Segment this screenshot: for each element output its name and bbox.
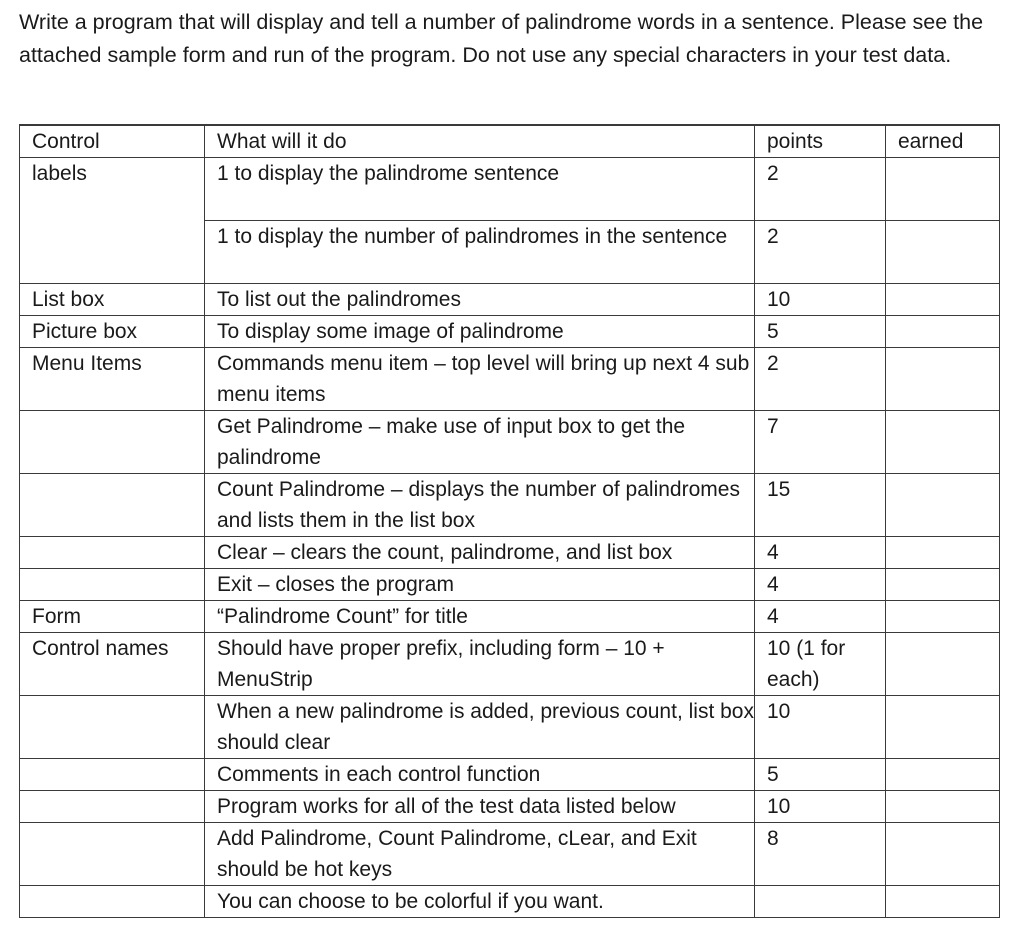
header-points: points — [755, 125, 886, 158]
cell-points: 2 — [755, 348, 886, 411]
table-row — [20, 791, 1000, 823]
table-row — [20, 348, 1000, 411]
cell-points: 10 — [755, 791, 886, 823]
cell-points: 15 — [755, 474, 886, 537]
cell-points: 4 — [755, 601, 886, 633]
cell-earned — [886, 633, 1000, 696]
cell-points: 2 — [755, 158, 886, 221]
cell-what: 1 to display the palindrome sentence — [205, 158, 755, 221]
cell-what: Exit – closes the program — [205, 569, 755, 601]
table-row — [20, 886, 1000, 918]
table-row — [20, 823, 1000, 886]
cell-earned — [886, 696, 1000, 759]
header-control: Control — [20, 125, 205, 158]
cell-what: To list out the palindromes — [205, 284, 755, 316]
table-row — [20, 411, 1000, 474]
table-row — [20, 569, 1000, 601]
cell-points: 10 (1 for each) — [755, 633, 886, 696]
cell-earned — [886, 759, 1000, 791]
cell-earned — [886, 348, 1000, 411]
cell-earned — [886, 569, 1000, 601]
cell-control — [20, 696, 205, 759]
cell-what: To display some image of palindrome — [205, 316, 755, 348]
cell-control: labels — [20, 158, 205, 284]
cell-control — [20, 411, 205, 474]
table-row — [20, 316, 1000, 348]
cell-earned — [886, 284, 1000, 316]
cell-earned — [886, 791, 1000, 823]
table-row — [20, 537, 1000, 569]
cell-what: Add Palindrome, Count Palindrome, cLear, and Exit should be hot keys — [205, 823, 755, 886]
cell-what: Get Palindrome – make use of input box to get the palindrome — [205, 411, 755, 474]
table-row — [20, 696, 1000, 759]
header-what-will-it-do: What will it do — [205, 125, 755, 158]
cell-earned — [886, 411, 1000, 474]
table-row — [20, 633, 1000, 696]
cell-control: Menu Items — [20, 348, 205, 411]
cell-points: 10 — [755, 284, 886, 316]
cell-earned — [886, 886, 1000, 918]
header-earned: earned — [886, 125, 1000, 158]
grading-rubric-table — [19, 124, 1000, 918]
cell-points: 5 — [755, 316, 886, 348]
cell-points: 4 — [755, 537, 886, 569]
cell-control — [20, 791, 205, 823]
cell-earned — [886, 823, 1000, 886]
cell-earned — [886, 221, 1000, 284]
cell-what: 1 to display the number of palindromes in the sentence — [205, 221, 755, 284]
cell-earned — [886, 158, 1000, 221]
cell-points: 5 — [755, 759, 886, 791]
cell-control — [20, 823, 205, 886]
cell-earned — [886, 601, 1000, 633]
cell-points: 8 — [755, 823, 886, 886]
table-row — [20, 284, 1000, 316]
cell-points: 10 — [755, 696, 886, 759]
cell-what: Program works for all of the test data listed below — [205, 791, 755, 823]
cell-control: Control names — [20, 633, 205, 696]
cell-what: You can choose to be colorful if you want. — [205, 886, 755, 918]
cell-control — [20, 569, 205, 601]
cell-control: List box — [20, 284, 205, 316]
table-row — [20, 474, 1000, 537]
cell-what: “Palindrome Count” for title — [205, 601, 755, 633]
table-row — [20, 759, 1000, 791]
cell-control — [20, 886, 205, 918]
cell-control — [20, 537, 205, 569]
table-header-row — [20, 125, 1000, 158]
cell-points: 4 — [755, 569, 886, 601]
cell-control: Picture box — [20, 316, 205, 348]
cell-earned — [886, 474, 1000, 537]
cell-what: When a new palindrome is added, previous count, list box should clear — [205, 696, 755, 759]
assignment-instructions: Write a program that will display and tell a number of palindrome words in a sentence. Please see the attached sample form and run of the program. Do not use any special characters in your test data. — [19, 10, 984, 67]
cell-points: 7 — [755, 411, 886, 474]
cell-what: Should have proper prefix, including form – 10 + MenuStrip — [205, 633, 755, 696]
table-row — [20, 601, 1000, 633]
table-row — [20, 158, 1000, 221]
cell-earned — [886, 537, 1000, 569]
cell-control — [20, 474, 205, 537]
cell-what: Clear – clears the count, palindrome, and list box — [205, 537, 755, 569]
cell-points: 2 — [755, 221, 886, 284]
cell-points — [755, 886, 886, 918]
cell-control: Form — [20, 601, 205, 633]
cell-what: Comments in each control function — [205, 759, 755, 791]
cell-earned — [886, 316, 1000, 348]
cell-what: Commands menu item – top level will bring up next 4 sub menu items — [205, 348, 755, 411]
cell-what: Count Palindrome – displays the number of palindromes and lists them in the list box — [205, 474, 755, 537]
cell-control — [20, 759, 205, 791]
